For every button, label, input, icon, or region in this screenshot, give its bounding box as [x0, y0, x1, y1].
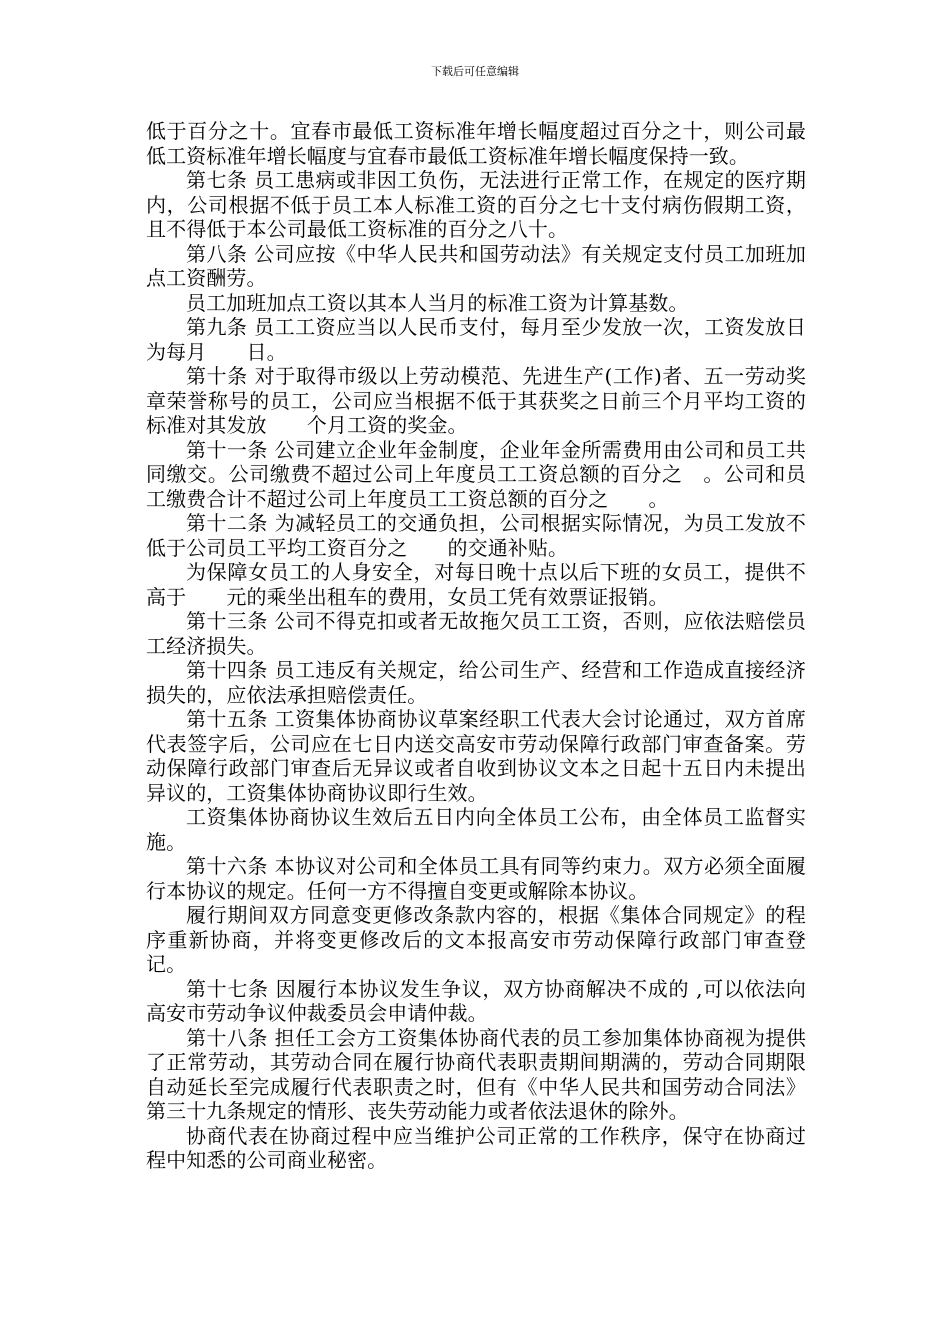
article-8: 第八条 公司应按《中华人民共和国劳动法》有关规定支付员工加班加点工资酬劳。	[146, 241, 806, 290]
article-18-confidentiality: 协商代表在协商过程中应当维护公司正常的工作秩序，保守在协商过程中知悉的公司商业秘密。	[146, 1123, 806, 1172]
article-8-overtime-basis: 员工加班加点工资以其本人当月的标准工资为计算基数。	[186, 290, 689, 315]
article-16: 第十六条 本协议对公司和全体员工具有同等约束力。双方必须全面履行本协议的规定。任何一方不得擅自变更或解除本协议。	[146, 854, 806, 903]
article-11: 第十一条 公司建立企业年金制度，企业年金所需费用由公司和员工共同缴交。公司缴费不超过公司上年度员工工资总额的百分之 。公司和员工缴费合计不超过公司上年度员工工资总额的百分之 。	[146, 437, 806, 511]
article-12-female-staff: 为保障女员工的人身安全，对每日晚十点以后下班的女员工，提供不高于 元的乘坐出租车的费用，女员工凭有效票证报销。	[146, 560, 806, 609]
page-header: 下载后可任意编辑	[431, 65, 519, 78]
article-16-amendment: 履行期间双方同意变更修改条款内容的，根据《集体合同规定》的程序重新协商，并将变更修改后的文本报高安市劳动保障行政部门审查登记。	[146, 903, 806, 976]
article-17: 第十七条 因履行本协议发生争议，双方协商解决不成的 ,可以依法向高安市劳动争议仲裁委员会申请仲裁。	[146, 976, 806, 1025]
article-12: 第十二条 为减轻员工的交通负担，公司根据实际情况，为员工发放不低于公司员工平均工资百分之 的交通补贴。	[146, 511, 806, 560]
article-15-publication: 工资集体协商协议生效后五日内向全体员工公布，由全体员工监督实施。	[146, 805, 806, 854]
article-13: 第十三条 公司不得克扣或者无故拖欠员工工资，否则，应依法赔偿员工经济损失。	[146, 609, 806, 658]
article-9: 第九条 员工工资应当以人民币支付，每月至少发放一次，工资发放日为每月 日。	[146, 315, 806, 364]
document-body	[146, 119, 806, 1173]
paragraph-continuation: 低于百分之十。宜春市最低工资标准年增长幅度超过百分之十，则公司最低工资标准年增长幅度与宜春市最低工资标准年增长幅度保持一致。	[146, 119, 806, 168]
article-15: 第十五条 工资集体协商协议草案经职工代表大会讨论通过，双方首席代表签字后，公司应在七日内送交高安市劳动保障行政部门审查备案。劳动保障行政部门审查后无异议或者自收到协议文本之日起十五日内未提出异议的，工资集体协商协议即行生效。	[146, 707, 806, 805]
article-7: 第七条 员工患病或非因工负伤，无法进行正常工作，在规定的医疗期内，公司根据不低于员工本人标准工资的百分之七十支付病伤假期工资，且不得低于本公司最低工资标准的百分之八十。	[146, 168, 806, 241]
article-18: 第十八条 担任工会方工资集体协商代表的员工参加集体协商视为提供了正常劳动，其劳动合同在履行协商代表职责期间期满的，劳动合同期限自动延长至完成履行代表职责之时，但有《中华人民共和国劳动合同法》第三十九条规定的情形、丧失劳动能力或者依法退休的除外。	[146, 1025, 806, 1123]
article-10: 第十条 对于取得市级以上劳动模范、先进生产(工作)者、五一劳动奖章荣誉称号的员工，公司应当根据不低于其获奖之日前三个月平均工资的标准对其发放 个月工资的奖金。	[146, 364, 806, 437]
article-14: 第十四条 员工违反有关规定，给公司生产、经营和工作造成直接经济损失的，应依法承担赔偿责任。	[146, 658, 806, 707]
